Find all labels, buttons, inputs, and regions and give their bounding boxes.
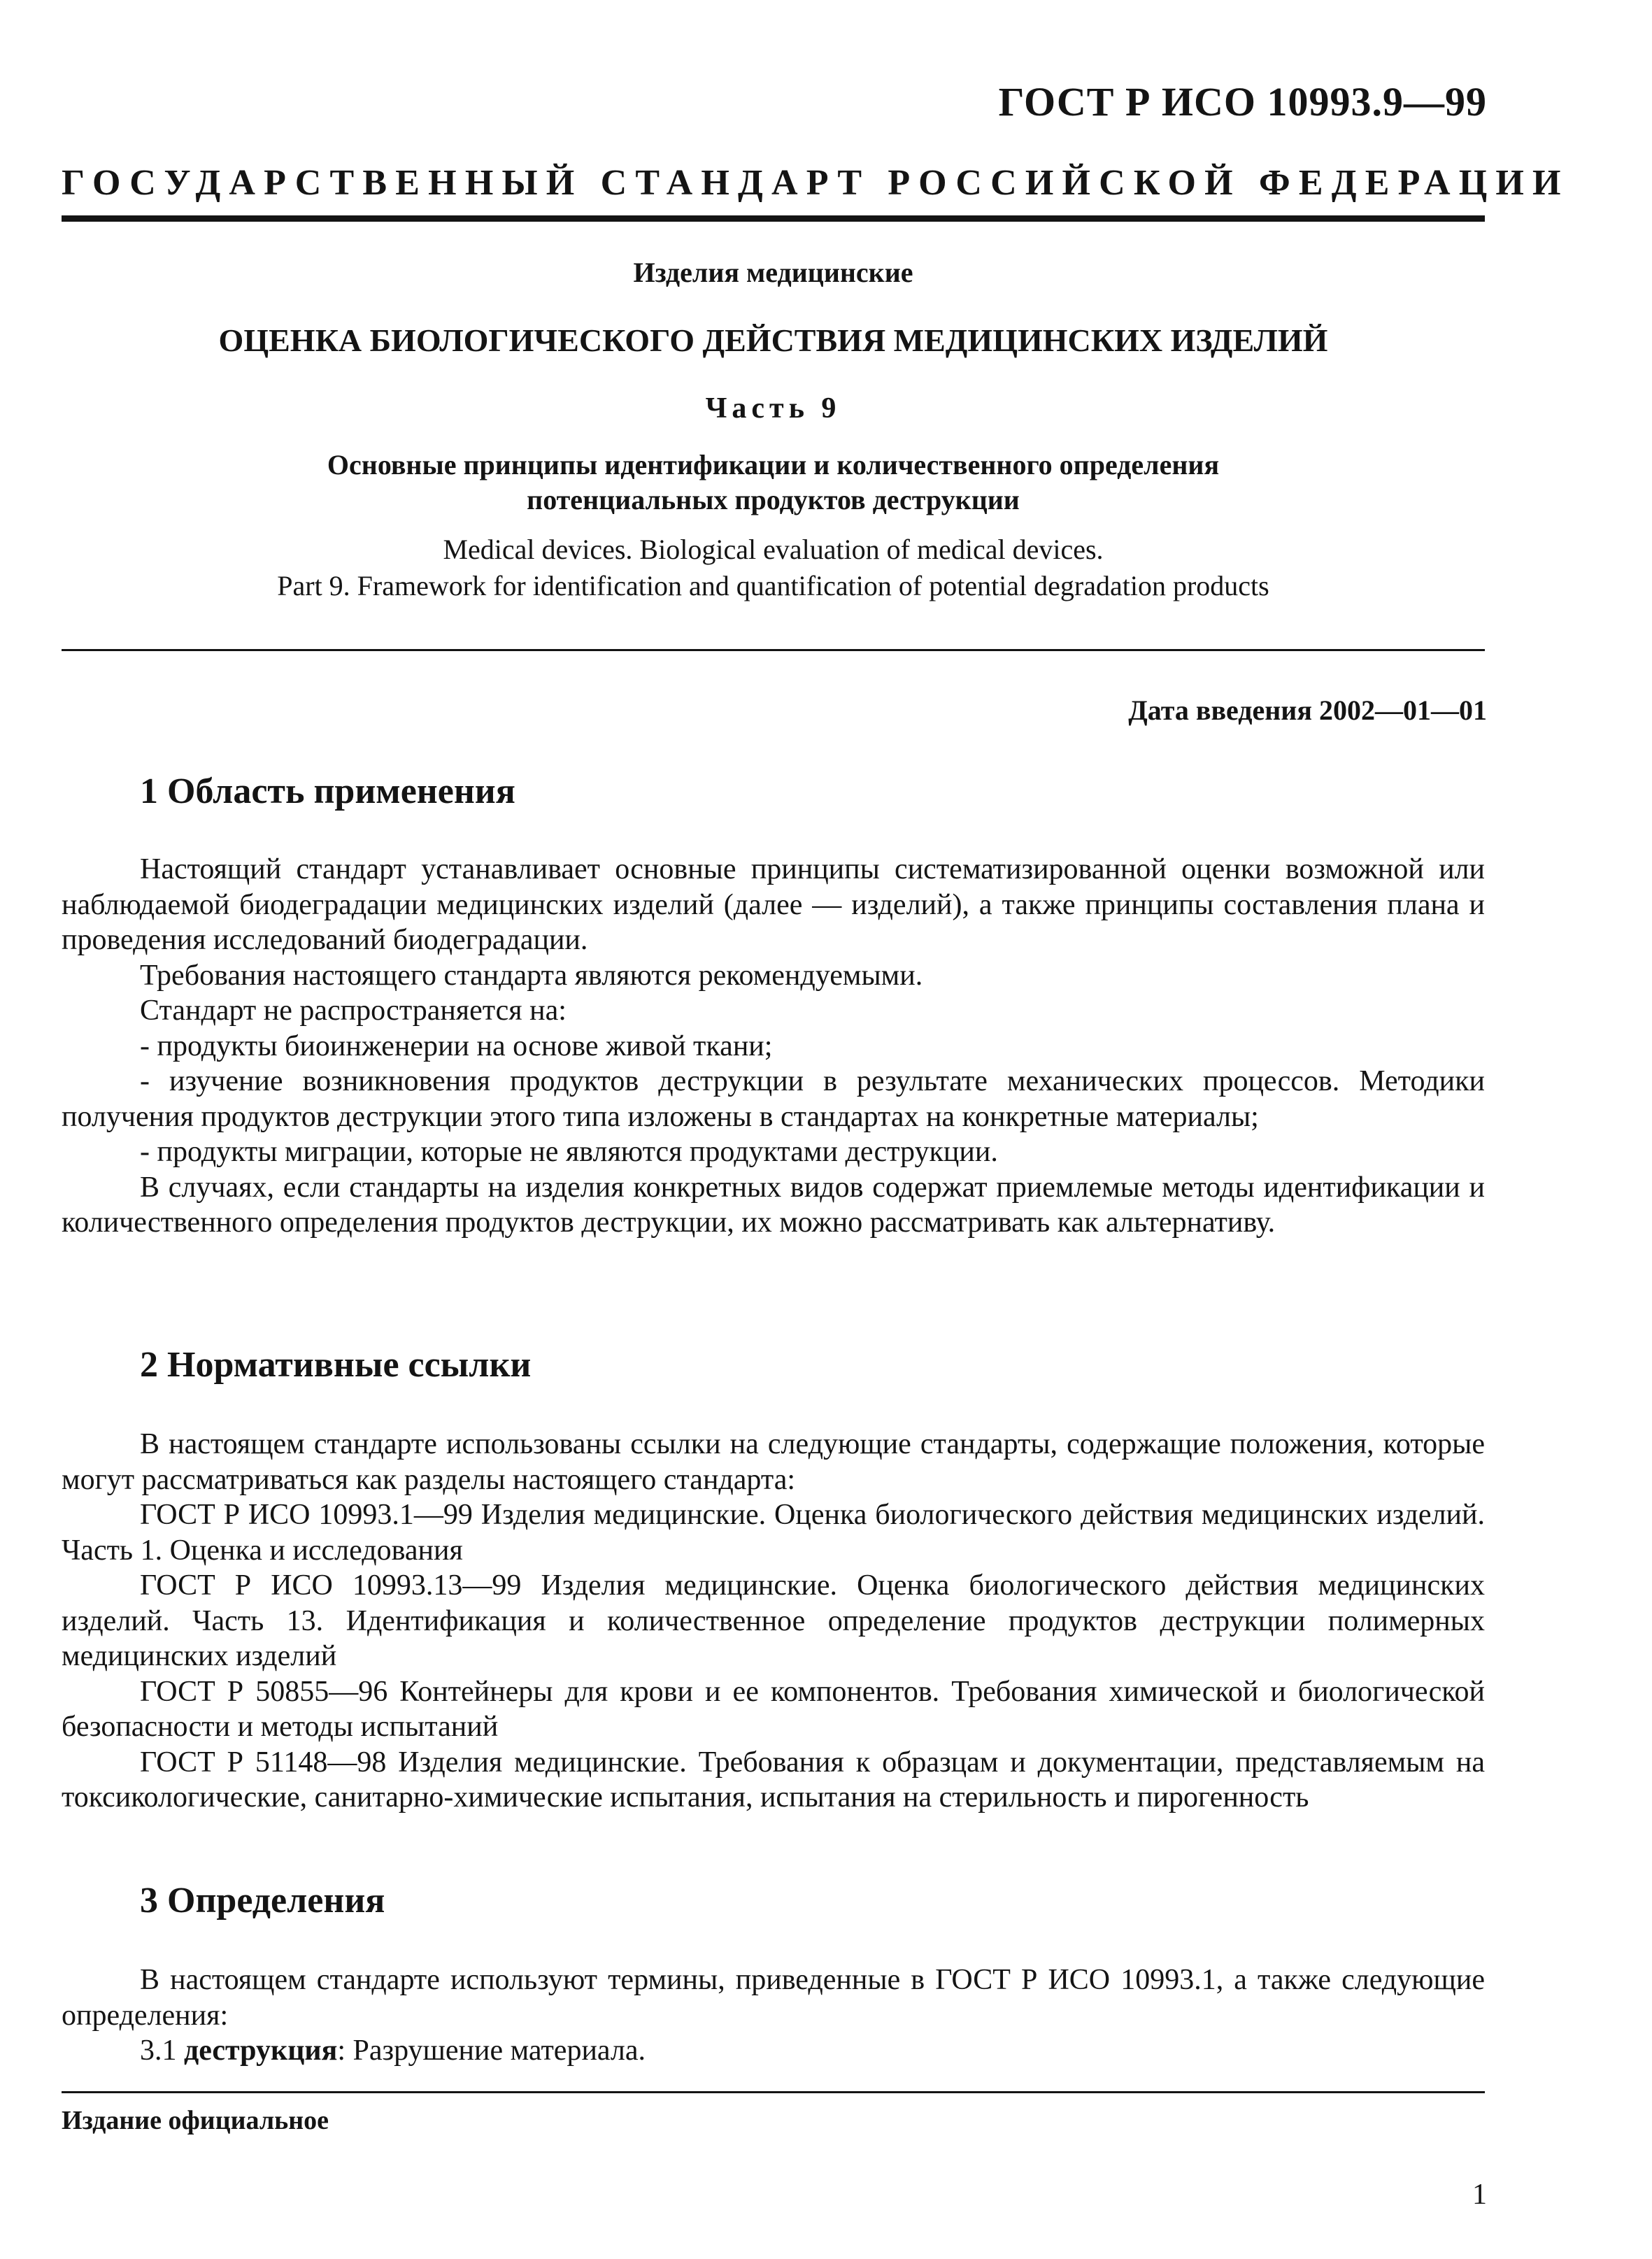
reference-item: ГОСТ Р 51148—98 Изделия медицинские. Требования к образцам и документации, представляемым на токсикологические, санитарно-химические испытания, испытания на стерильность и пирогенность	[62, 1746, 1485, 1813]
title-subtitle-text: Основные принципы идентификации и количественного определения потенциальных продуктов деструкции	[327, 449, 1220, 515]
title-subtitle	[62, 448, 1485, 518]
title-rule	[62, 649, 1485, 651]
paragraph: В настоящем стандарте использованы ссылки на следующие стандарты, содержащие положения, которые могут рассматриваться как разделы настоящего стандарта:	[62, 1428, 1485, 1496]
organization-title: ГОСУДАРСТВЕННЫЙ СТАНДАРТ РОССИЙСКОЙ ФЕДЕРАЦИИ	[62, 163, 1569, 203]
page-number: 1	[1472, 2179, 1487, 2211]
reference-item: ГОСТ Р ИСО 10993.13—99 Изделия медицинские. Оценка биологического действия медицинских изделий. Часть 13. Идентификация и количественное определение продуктов деструкции полимерных медицинских изделий	[62, 1569, 1485, 1672]
title-english-line-2: Part 9. Framework for identification and quantification of potential degradation products	[277, 570, 1269, 601]
section-2-heading: 2 Нормативные ссылки	[140, 1345, 532, 1385]
standard-number: ГОСТ Р ИСО 10993.9—99	[998, 79, 1487, 124]
title-part: Часть 9	[705, 392, 841, 425]
footer-rule	[62, 2091, 1485, 2093]
paragraph: Стандарт не распространяется на:	[140, 995, 567, 1027]
official-edition-label: Издание официальное	[62, 2106, 329, 2135]
definition-term: деструкция	[184, 2034, 338, 2067]
paragraph: Требования настоящего стандарта являются рекомендуемыми.	[140, 959, 923, 992]
section-3-heading: 3 Определения	[140, 1881, 385, 1920]
list-item: - продукты миграции, которые не являются продуктами деструкции.	[140, 1136, 998, 1168]
paragraph: В случаях, если стандарты на изделия конкретных видов содержат приемлемые методы идентификации и количественного определения продуктов деструкции, их можно рассматривать как альтернативу.	[62, 1171, 1485, 1239]
definition-text: : Разрушение материала.	[337, 2034, 646, 2067]
reference-item: ГОСТ Р 50855—96 Контейнеры для крови и ее компонентов. Требования химической и биологической безопасности и методы испытаний	[62, 1675, 1485, 1743]
list-item: - изучение возникновения продуктов деструкции в результате механических процессов. Методики получения продуктов деструкции этого типа изложены в стандартах на конкретные материалы;	[62, 1065, 1485, 1133]
definition-number: 3.1	[140, 2034, 177, 2067]
title-english-line-1: Medical devices. Biological evaluation of medical devices.	[443, 534, 1104, 565]
paragraph: В настоящем стандарте используют термины, приведенные в ГОСТ Р ИСО 10993.1, а также следующие определения:	[62, 1964, 1485, 2032]
section-1-body	[62, 852, 1485, 1241]
list-item: - продукты биоинженерии на основе живой ткани;	[140, 1029, 773, 1062]
title-category: Изделия медицинские	[633, 257, 913, 288]
introduction-date: Дата введения 2002—01—01	[1128, 694, 1487, 726]
paragraph: Настоящий стандарт устанавливает основные принципы систематизированной оценки возможной или наблюдаемой биодеградации медицинских изделий (далее — изделий), а также принципы составления плана и проведения исследований биодеградации.	[62, 853, 1485, 956]
section-2-body	[62, 1427, 1485, 1816]
title-main: ОЦЕНКА БИОЛОГИЧЕСКОГО ДЕЙСТВИЯ МЕДИЦИНСКИХ ИЗДЕЛИЙ	[218, 322, 1328, 358]
reference-item: ГОСТ Р ИСО 10993.1—99 Изделия медицинские. Оценка биологического действия медицинских изделий. Часть 1. Оценка и исследования	[62, 1499, 1485, 1567]
definition-item	[62, 2033, 1485, 2069]
header-rule	[62, 215, 1485, 222]
section-3-body	[62, 1962, 1485, 2069]
section-1-heading: 1 Область применения	[140, 771, 515, 811]
